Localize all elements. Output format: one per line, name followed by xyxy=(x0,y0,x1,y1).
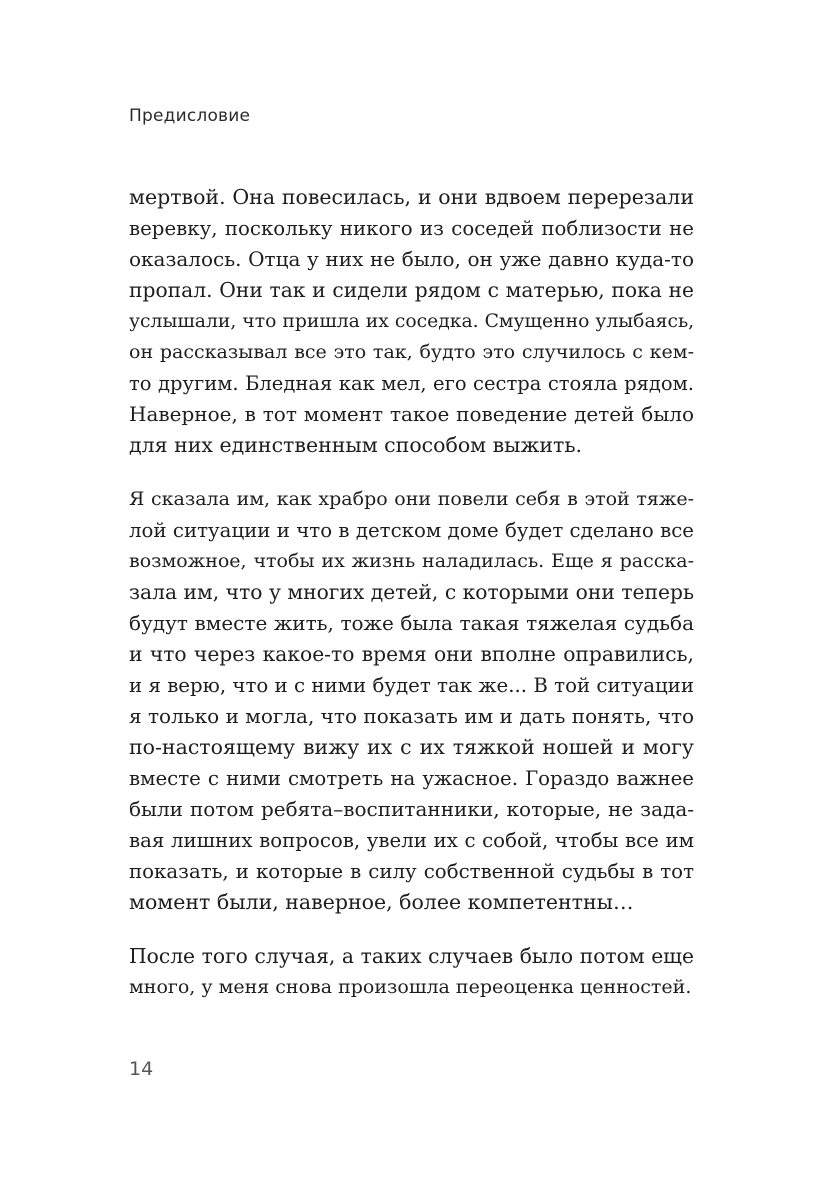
text-line: зала им, что у многих детей, с которыми они теперь xyxy=(129,580,694,604)
text-line: оказалось. Отца у них не было, он уже давно куда-то xyxy=(129,247,694,271)
text-line: и что через какое-то время они вполне оправились, xyxy=(129,642,694,666)
text-line: мертвой. Она повесилась, и они вдвоем перерезали xyxy=(129,185,694,209)
text-line: вместе с ними смотреть на ужасное. Гораздо важнее xyxy=(129,767,694,790)
page-number: 14 xyxy=(129,1058,154,1080)
text-line: веревку, поскольку никого из соседей поблизости не xyxy=(129,217,694,240)
body-text xyxy=(129,182,694,1026)
text-line: будут вместе жить, тоже была такая тяжелая судьба xyxy=(129,611,694,635)
text-line: были потом ребята–воспитанники, которые, не зада- xyxy=(129,797,694,821)
text-line: После того случая, а таких случаев было потом еще xyxy=(129,944,694,968)
paragraph xyxy=(129,182,694,461)
text-line: по-настоящему вижу их с их тяжкой ношей и могу xyxy=(129,735,694,759)
text-line: он рассказывал все это так, будто это случилось с кем- xyxy=(129,341,694,363)
text-line: и я верю, что и с ними будет так же... В той ситуации xyxy=(129,674,694,697)
paragraph xyxy=(129,484,694,918)
text-line: пропал. Они так и сидели рядом с матерью, пока не xyxy=(129,278,694,302)
text-line: я только и могла, что показать им и дать понять, что xyxy=(129,704,695,728)
text-line: Наверное, в тот момент такое поведение детей было xyxy=(129,402,694,426)
text-line: вая лишних вопросов, увели их с собой, чтобы все им xyxy=(129,829,694,852)
text-line: то другим. Бледная как мел, его сестра стояла рядом. xyxy=(129,372,694,395)
text-line: возможное, чтобы их жизнь наладилась. Еще я расска- xyxy=(129,550,694,572)
text-line: Я сказала им, как храбро они повели себя в этой тяже- xyxy=(129,488,694,510)
text-line: показать, и которые в силу собственной судьбы в тот xyxy=(129,860,694,883)
text-line: услышали, что пришла их соседка. Смущенно улыбаясь, xyxy=(129,311,695,332)
text-line: момент были, наверное, более компетентны… xyxy=(129,890,634,914)
paragraph xyxy=(129,941,694,1003)
text-line: много, у меня снова произошла переоценка ценностей. xyxy=(129,976,692,998)
running-head: Предисловие xyxy=(129,106,251,126)
text-line: лой ситуации и что в детском доме будет сделано все xyxy=(129,519,694,542)
text-line: для них единственным способом выжить. xyxy=(129,433,583,457)
